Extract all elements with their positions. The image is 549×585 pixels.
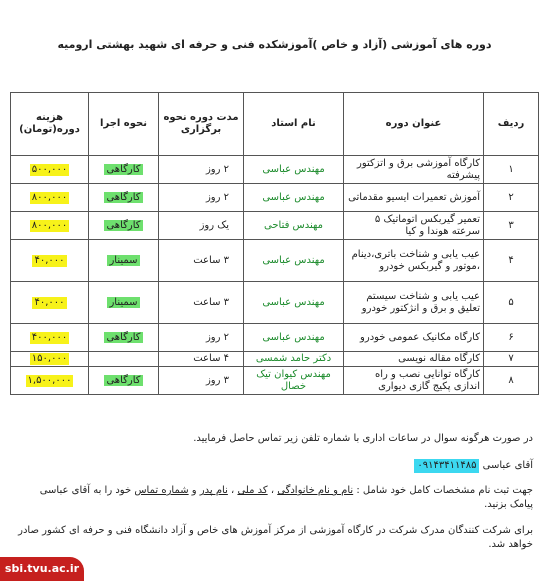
- delivery-method: کارگاهی: [106, 331, 141, 343]
- header-method: نحوه اجرا: [89, 93, 159, 156]
- course-title: عیب یابی و شناخت باتری،دینام ،موتور و گیربکس خودرو: [351, 248, 480, 272]
- row-number-cell: [484, 240, 539, 282]
- course-duration: ۲ روز: [205, 331, 229, 343]
- course-title: عیب یابی و شناخت سیستم تعلیق و برق و انژکتور خودرو: [361, 290, 480, 314]
- course-cost-cell: [11, 212, 89, 240]
- course-duration-cell: [159, 367, 244, 395]
- contact-person: [414, 459, 533, 473]
- course-cost: ۱,۵۰۰,۰۰۰: [27, 374, 72, 386]
- course-title: آموزش تعمیرات ایسیو مقدماتی: [348, 191, 480, 203]
- teacher-name: دکتر حامد شمسی: [255, 353, 332, 364]
- course-cost: ۱۵۰,۰۰۰: [31, 353, 68, 364]
- row-number: ۱: [508, 163, 514, 175]
- header-cost: هزینه دوره(تومان): [11, 93, 89, 156]
- course-duration: ۳ روز: [205, 374, 229, 386]
- header-teacher: نام استاد: [244, 93, 344, 156]
- course-cost-cell: [11, 156, 89, 184]
- course-duration: ۲ روز: [205, 163, 229, 175]
- row-number-cell: [484, 324, 539, 352]
- table-row: [11, 240, 539, 282]
- row-number: ۵: [508, 296, 514, 308]
- course-title-cell: [344, 367, 484, 395]
- row-number-cell: [484, 282, 539, 324]
- header-duration: مدت دوره نحوه برگزاری: [159, 93, 244, 156]
- teacher-name: مهندس فتاحی: [264, 219, 323, 231]
- reg-name-field: نام و نام خانوادگی: [277, 485, 354, 496]
- course-title-cell: [344, 212, 484, 240]
- course-duration-cell: [159, 324, 244, 352]
- table-row: [11, 367, 539, 395]
- reg-sep: ،: [227, 485, 238, 496]
- table-row: [11, 352, 539, 367]
- table-header-row: [11, 93, 539, 156]
- row-number: ۶: [508, 331, 514, 343]
- course-duration-cell: [159, 282, 244, 324]
- course-duration: ۳ ساعت: [193, 254, 229, 266]
- courses-table: [10, 92, 539, 395]
- header-course: عنوان دوره: [344, 93, 484, 156]
- reg-father-field: نام پدر: [199, 485, 228, 496]
- teacher-name-cell: [244, 212, 344, 240]
- delivery-method-cell: [89, 240, 159, 282]
- delivery-method-cell: [89, 184, 159, 212]
- course-cost: ۴۰,۰۰۰: [34, 296, 65, 308]
- teacher-name: مهندس عباسی: [262, 331, 325, 343]
- course-cost: ۸۰۰,۰۰۰: [31, 219, 68, 231]
- teacher-name-cell: [244, 352, 344, 367]
- teacher-name: مهندس کیوان تیک خصال: [256, 368, 331, 392]
- course-cost: ۴۰,۰۰۰: [34, 254, 65, 266]
- course-cost-cell: [11, 352, 89, 367]
- contact-phone: ۰۹۱۴۳۴۱۱۴۸۵: [414, 459, 479, 473]
- teacher-name: مهندس عباسی: [262, 163, 325, 175]
- teacher-name-cell: [244, 324, 344, 352]
- teacher-name-cell: [244, 156, 344, 184]
- contact-line: در صورت هرگونه سوال در ساعات اداری با شماره تلفن زیر تماس حاصل فرمایید.: [193, 433, 533, 444]
- row-number: ۲: [508, 191, 514, 203]
- row-number: ۳: [508, 219, 514, 231]
- course-duration-cell: [159, 240, 244, 282]
- teacher-name: مهندس عباسی: [262, 296, 325, 308]
- table-row: [11, 282, 539, 324]
- course-cost: ۴۰۰,۰۰۰: [31, 331, 68, 343]
- course-title: کارگاه مکانیک عمومی خودرو: [360, 331, 480, 343]
- course-duration-cell: [159, 156, 244, 184]
- page-title: دوره های آموزشی (آزاد و خاص )آموزشکده فنی و حرفه ای شهید بهشتی ارومیه: [57, 38, 492, 51]
- course-title: کارگاه آموزشی برق و اتزکتور پیشرفته: [357, 157, 480, 181]
- reg-sep: ،: [267, 485, 278, 496]
- contact-name: آقای عباسی: [482, 460, 533, 471]
- course-title-cell: [344, 282, 484, 324]
- teacher-name: مهندس عباسی: [262, 191, 325, 203]
- reg-phone-field: شماره تماس: [134, 485, 189, 496]
- course-duration-cell: [159, 212, 244, 240]
- course-cost-cell: [11, 240, 89, 282]
- delivery-method: کارگاهی: [106, 191, 141, 203]
- delivery-method: کارگاهی: [106, 219, 141, 231]
- site-logo[interactable]: sbi.tvu.ac.ir: [0, 557, 84, 581]
- course-duration: ۳ ساعت: [193, 296, 229, 308]
- course-duration-cell: [159, 184, 244, 212]
- delivery-method-cell: [89, 324, 159, 352]
- table-row: [11, 184, 539, 212]
- teacher-name-cell: [244, 240, 344, 282]
- row-number-cell: [484, 352, 539, 367]
- row-number: ۴: [508, 254, 514, 266]
- table-row: [11, 324, 539, 352]
- course-cost-cell: [11, 367, 89, 395]
- table-row: [11, 156, 539, 184]
- registration-note: [18, 484, 533, 512]
- delivery-method: کارگاهی: [106, 163, 141, 175]
- course-title-cell: [344, 156, 484, 184]
- course-title: تعمیر گیربکس اتوماتیک ۵ سرعته هوندا و کیا: [374, 213, 480, 237]
- delivery-method-cell: [89, 367, 159, 395]
- teacher-name-cell: [244, 367, 344, 395]
- row-number-cell: [484, 367, 539, 395]
- delivery-method: سمینار: [109, 296, 138, 308]
- course-duration-cell: [159, 352, 244, 367]
- delivery-method-cell: [89, 156, 159, 184]
- row-number: ۷: [508, 353, 514, 364]
- table-row: [11, 212, 539, 240]
- row-number-cell: [484, 156, 539, 184]
- course-title-cell: [344, 352, 484, 367]
- delivery-method-cell: [89, 282, 159, 324]
- teacher-name-cell: [244, 184, 344, 212]
- reg-suffix: خود را به آقای عباسی پیامک بزنید.: [39, 485, 533, 510]
- header-row-no: ردیف: [484, 93, 539, 156]
- course-title-cell: [344, 324, 484, 352]
- course-title-cell: [344, 240, 484, 282]
- reg-nid-field: کد ملی: [237, 485, 268, 496]
- course-title: کارگاه مقاله نویسی: [398, 353, 480, 364]
- teacher-name-cell: [244, 282, 344, 324]
- delivery-method: کارگاهی: [106, 374, 141, 386]
- teacher-name: مهندس عباسی: [262, 254, 325, 266]
- course-cost-cell: [11, 282, 89, 324]
- row-number: ۸: [508, 374, 514, 386]
- delivery-method: سمینار: [109, 254, 138, 266]
- course-duration: یک روز: [199, 219, 229, 231]
- course-duration: ۲ روز: [205, 191, 229, 203]
- course-cost-cell: [11, 184, 89, 212]
- course-duration: ۴ ساعت: [193, 353, 229, 364]
- row-number-cell: [484, 184, 539, 212]
- delivery-method-cell: [89, 212, 159, 240]
- course-cost: ۵۰۰,۰۰۰: [31, 163, 68, 175]
- reg-and: و: [188, 485, 200, 496]
- reg-prefix: جهت ثبت نام مشخصات کامل خود شامل :: [356, 485, 533, 496]
- certificate-note: برای شرکت کنندگان مدرک شرکت در کارگاه آموزشی از مرکز آموزش های خاص و آزاد دانشگاه فنی و حرفه ای کشور صادر خواهد شد.: [18, 525, 533, 550]
- row-number-cell: [484, 212, 539, 240]
- course-title: کارگاه توانایی نصب و راه اندازی پکیج گازی دیواری: [374, 368, 480, 392]
- course-title-cell: [344, 184, 484, 212]
- course-cost: ۸۰۰,۰۰۰: [31, 191, 68, 203]
- course-cost-cell: [11, 324, 89, 352]
- delivery-method-cell: [89, 352, 159, 367]
